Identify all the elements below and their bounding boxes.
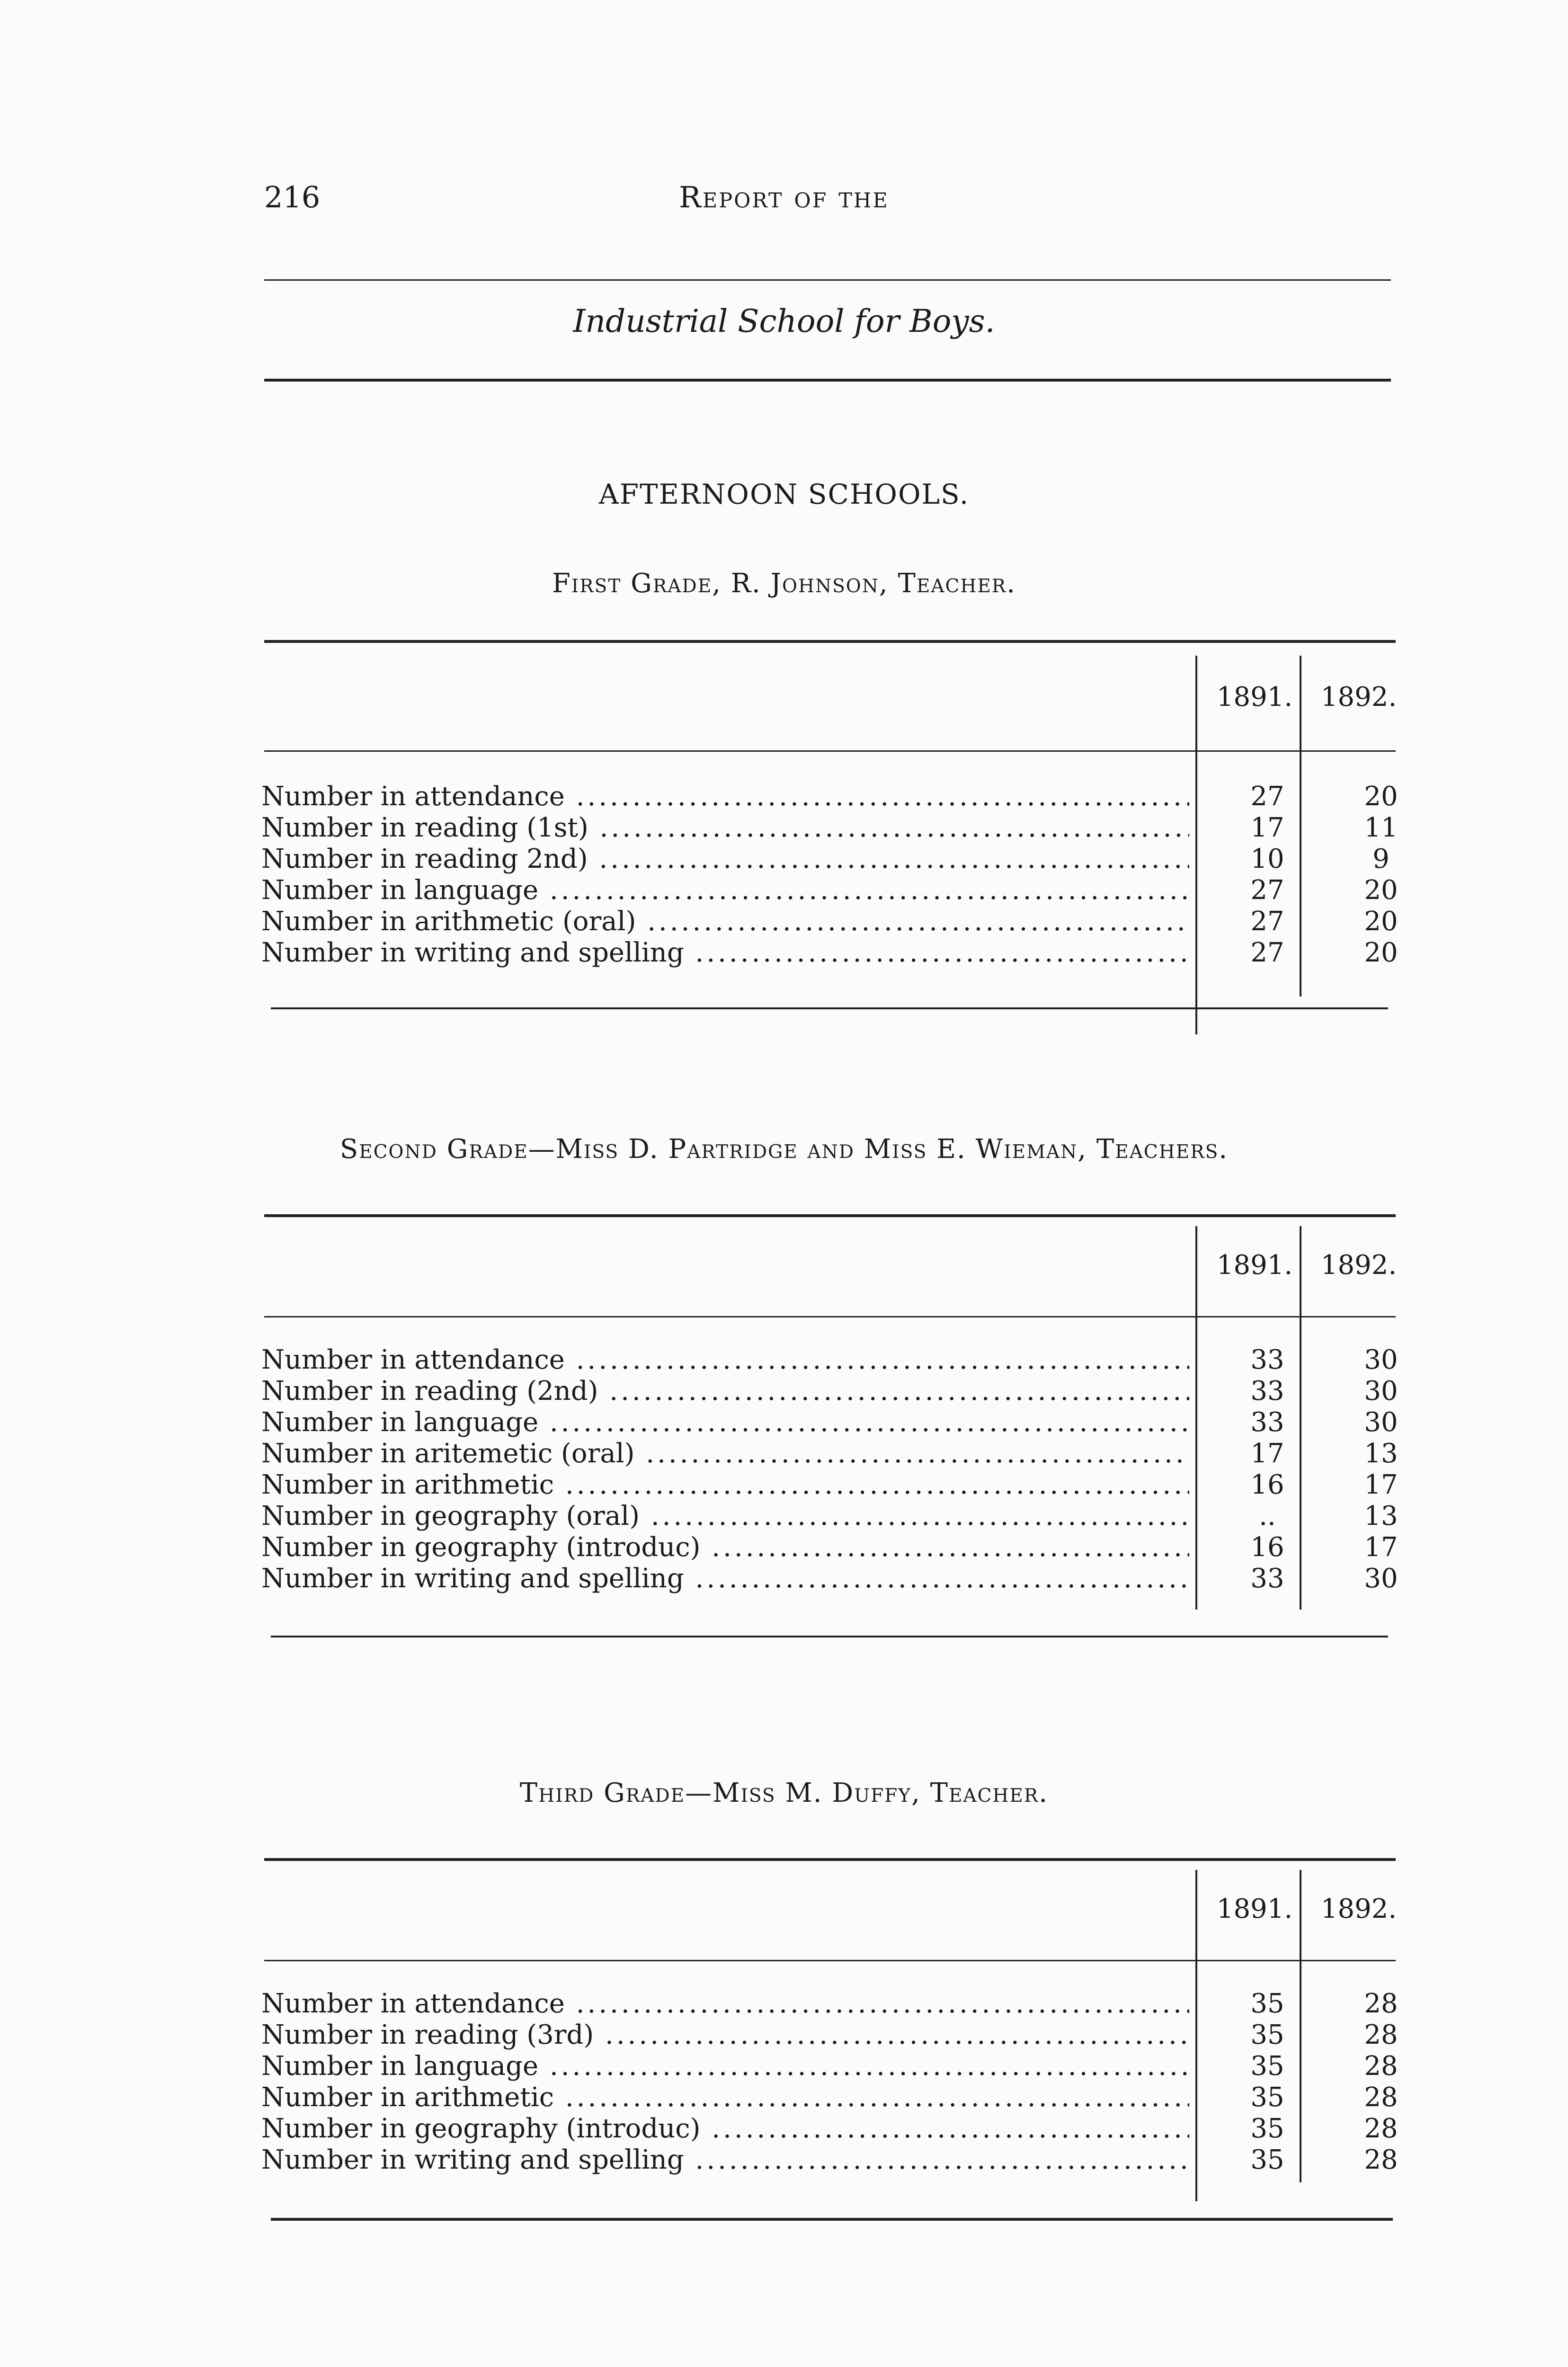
value-1892: 9: [1372, 844, 1390, 874]
grade-heading: Third Grade—Miss M. Duffy, Teacher.: [519, 1778, 1049, 1808]
value-1892: 28: [1364, 2051, 1398, 2082]
table-row: [261, 1988, 1398, 2020]
table-row: [261, 2051, 1398, 2082]
row-label: Number in attendance .....: [261, 781, 1189, 812]
table-top-rule: [264, 1858, 1396, 1861]
row-label: Number in language .....: [261, 875, 1189, 906]
table-row: [261, 812, 1398, 844]
column-header-1891: 1891.: [1216, 1894, 1293, 1924]
row-label: Number in geography (oral) .....: [261, 1501, 1189, 1532]
value-1891: 35: [1250, 2051, 1284, 2082]
table-row: [261, 1376, 1398, 1407]
value-1891: ..: [1259, 1501, 1276, 1531]
value-1891: 35: [1250, 2145, 1284, 2175]
row-label: Number in reading (2nd) .....: [261, 1376, 1189, 1407]
row-label: Number in attendance .....: [261, 1344, 1189, 1376]
value-1892: 20: [1364, 875, 1398, 906]
value-1892: 30: [1364, 1376, 1398, 1406]
value-1891: 27: [1250, 937, 1284, 968]
value-1892: 20: [1364, 781, 1398, 812]
value-1892: 17: [1364, 1469, 1398, 1500]
value-1891: 10: [1250, 844, 1284, 874]
value-1891: 27: [1250, 906, 1284, 937]
row-label: Number in geography (introduc) .....: [261, 1532, 1189, 1563]
table-row: [261, 2145, 1398, 2176]
value-1892: 20: [1364, 906, 1398, 937]
table-row: [261, 937, 1398, 969]
table-bottom-rule: [271, 1636, 1388, 1637]
value-1891: 16: [1250, 1532, 1284, 1563]
table-row: [261, 1532, 1398, 1563]
table-row: [261, 906, 1398, 937]
value-1892: 30: [1364, 1407, 1398, 1438]
value-1892: 28: [1364, 2020, 1398, 2050]
row-label: Number in language .....: [261, 2051, 1189, 2082]
table-header-rule: [264, 1316, 1396, 1317]
running-head: Report of the: [679, 180, 889, 214]
value-1892: 28: [1364, 1988, 1398, 2019]
row-label: Number in reading (1st) .....: [261, 812, 1189, 844]
value-1892: 20: [1364, 937, 1398, 968]
row-label: Number in reading 2nd) .....: [261, 844, 1189, 875]
row-label: Number in arithmetic .....: [261, 1469, 1189, 1501]
row-label: Number in attendance .....: [261, 1988, 1189, 2020]
value-1892: 13: [1364, 1501, 1398, 1531]
row-label: Number in geography (introduc) .....: [261, 2113, 1189, 2145]
value-1892: 28: [1364, 2082, 1398, 2113]
table-bottom-rule: [271, 1007, 1388, 1009]
table-bottom-rule: [271, 2218, 1393, 2221]
value-1892: 28: [1364, 2113, 1398, 2144]
table-row: [261, 1501, 1398, 1532]
column-header-1892: 1892.: [1320, 682, 1397, 712]
value-1891: 16: [1250, 1469, 1284, 1500]
section-title: AFTERNOON SCHOOLS.: [598, 478, 970, 510]
table-top-rule: [264, 640, 1396, 643]
value-1892: 28: [1364, 2145, 1398, 2175]
value-1892: 17: [1364, 1532, 1398, 1563]
table-row: [261, 1563, 1398, 1594]
subtitle: Industrial School for Boys.: [573, 303, 995, 339]
value-1891: 33: [1250, 1563, 1284, 1594]
row-label: Number in writing and spelling .....: [261, 2145, 1189, 2176]
table-header-rule: [264, 1960, 1396, 1961]
table-row: [261, 781, 1398, 812]
value-1891: 27: [1250, 781, 1284, 812]
value-1892: 30: [1364, 1563, 1398, 1594]
table-row: [261, 1407, 1398, 1438]
value-1891: 35: [1250, 1988, 1284, 2019]
row-label: Number in aritemetic (oral) .....: [261, 1438, 1189, 1469]
row-label: Number in writing and spelling .....: [261, 937, 1189, 969]
subtitle-rule: [264, 379, 1391, 382]
value-1891: 33: [1250, 1407, 1284, 1438]
page-number: 216: [264, 180, 321, 214]
value-1891: 35: [1250, 2082, 1284, 2113]
table-row: [261, 1469, 1398, 1501]
row-label: Number in language .....: [261, 1407, 1189, 1438]
header-rule: [264, 279, 1391, 281]
row-label: Number in arithmetic (oral) .....: [261, 906, 1189, 937]
value-1891: 17: [1250, 1438, 1284, 1469]
grade-heading: First Grade, R. Johnson, Teacher.: [552, 568, 1016, 599]
value-1892: 13: [1364, 1438, 1398, 1469]
table-row: [261, 2082, 1398, 2113]
value-1891: 33: [1250, 1376, 1284, 1406]
table-row: [261, 1438, 1398, 1469]
row-label: Number in reading (3rd) .....: [261, 2020, 1189, 2051]
value-1891: 35: [1250, 2113, 1284, 2144]
column-header-1892: 1892.: [1320, 1250, 1397, 1281]
table-header-rule: [264, 750, 1396, 752]
row-label: Number in writing and spelling .....: [261, 1563, 1189, 1594]
table-row: [261, 1344, 1398, 1376]
value-1891: 17: [1250, 812, 1284, 843]
value-1891: 33: [1250, 1344, 1284, 1375]
table-row: [261, 844, 1398, 875]
value-1891: 27: [1250, 875, 1284, 906]
grade-heading: Second Grade—Miss D. Partridge and Miss E. Wieman, Teachers.: [339, 1134, 1229, 1165]
value-1892: 30: [1364, 1344, 1398, 1375]
value-1891: 35: [1250, 2020, 1284, 2050]
table-top-rule: [264, 1214, 1396, 1217]
value-1892: 11: [1364, 812, 1398, 843]
column-header-1891: 1891.: [1216, 682, 1293, 712]
table-row: [261, 2113, 1398, 2145]
row-label: Number in arithmetic .....: [261, 2082, 1189, 2113]
column-header-1892: 1892.: [1320, 1894, 1397, 1924]
column-header-1891: 1891.: [1216, 1250, 1293, 1281]
table-row: [261, 2020, 1398, 2051]
table-row: [261, 875, 1398, 906]
